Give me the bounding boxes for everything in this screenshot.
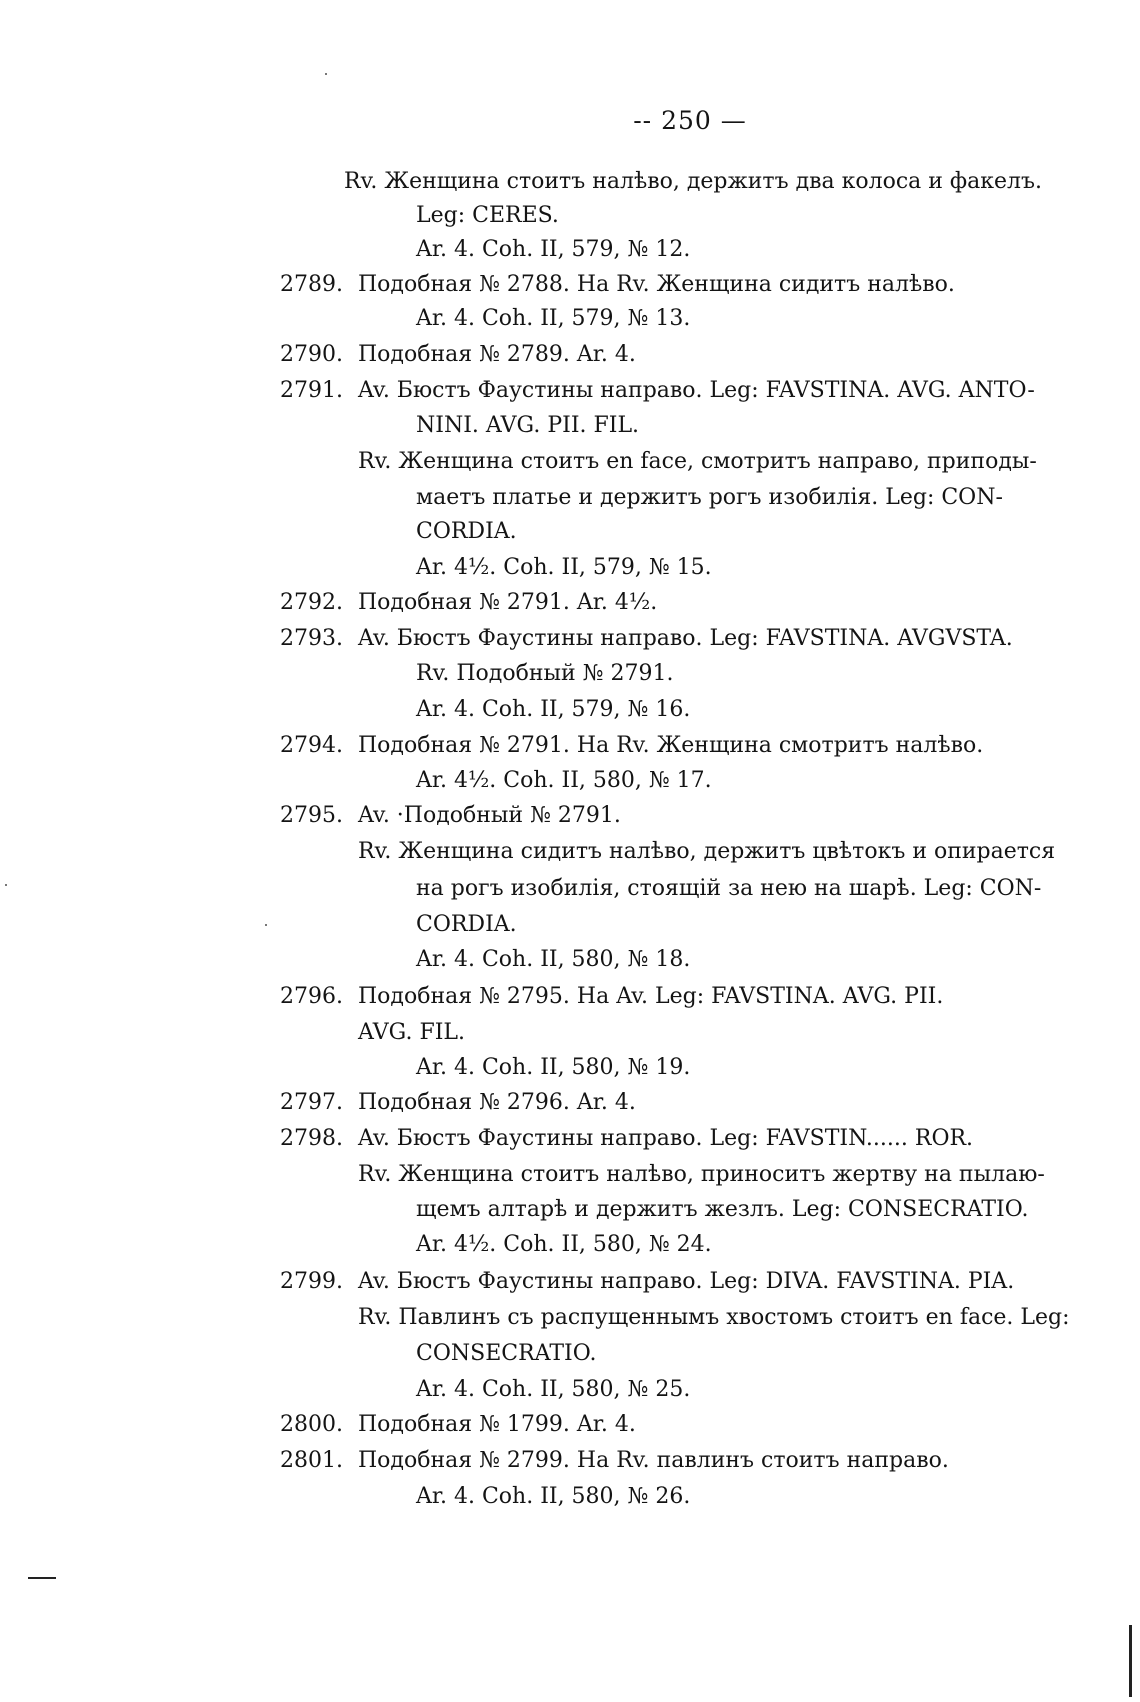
text-line: маетъ платье и держитъ рогъ изобилія. Leg: CON-	[416, 485, 1003, 510]
text-line: Ar. 4½. Coh. II, 579, № 15.	[416, 555, 712, 580]
text-line: CORDIA.	[416, 912, 517, 937]
text-line: Ar. 4. Coh. II, 579, № 13.	[416, 306, 691, 331]
text-line: Rv. Подобный № 2791.	[416, 661, 674, 686]
edge-mark	[1129, 1625, 1132, 1697]
text-line: Подобная № 2795. На Av. Leg: FAVSTINA. AVG. PII.	[358, 984, 944, 1009]
page-number: -- 250 —	[633, 106, 747, 135]
text-line: Leg: CERES.	[416, 203, 559, 228]
text-line: Av. Бюстъ Фаустины направо. Leg: DIVA. FAVSTINA. PIA.	[358, 1269, 1015, 1294]
text-line: Подобная № 1799. Ar. 4.	[358, 1412, 636, 1437]
text-line: Подобная № 2796. Ar. 4.	[358, 1090, 636, 1115]
text-line: Rv. Женщина стоитъ налѣво, держитъ два колоса и факелъ.	[344, 169, 1042, 194]
text-line: Ar. 4. Coh. II, 579, № 12.	[416, 237, 691, 262]
entry-number: 2790.	[280, 342, 343, 367]
text-line: Av. ·Подобный № 2791.	[358, 803, 621, 828]
speck	[265, 924, 267, 926]
text-line: на рогъ изобилія, стоящій за нею на шарѣ. Leg: CON-	[416, 876, 1042, 901]
text-line: Av. Бюстъ Фаустины направо. Leg: FAVSTINA. AVG. ANTO-	[358, 378, 1035, 403]
entry-number: 2793.	[280, 626, 343, 651]
text-line: Rv. Женщина стоитъ en face, смотритъ направо, приподы-	[358, 449, 1037, 474]
text-line: Ar. 4½. Coh. II, 580, № 17.	[416, 768, 712, 793]
entry-number: 2800.	[280, 1412, 343, 1437]
text-line: Подобная № 2791. На Rv. Женщина смотритъ налѣво.	[358, 733, 984, 758]
entry-number: 2792.	[280, 590, 343, 615]
text-line: AVG. FIL.	[358, 1020, 466, 1045]
entry-number: 2794.	[280, 733, 343, 758]
entry-number: 2801.	[280, 1448, 343, 1473]
text-line: Av. Бюстъ Фаустины направо. Leg: FAVSTINA. AVGVSTA.	[358, 626, 1013, 651]
text-line: Ar. 4. Coh. II, 580, № 26.	[416, 1484, 691, 1509]
speck	[325, 73, 327, 75]
text-line: Av. Бюстъ Фаустины направо. Leg: FAVSTIN...... ROR.	[358, 1126, 974, 1151]
text-line: Ar. 4. Coh. II, 580, № 25.	[416, 1377, 691, 1402]
text-line: щемъ алтарѣ и держитъ жезлъ. Leg: CONSECRATIO.	[416, 1197, 1029, 1222]
text-line: CORDIA.	[416, 519, 517, 544]
text-line: Rv. Женщина стоитъ налѣво, приноситъ жертву на пылаю-	[358, 1162, 1045, 1187]
entry-number: 2795.	[280, 803, 343, 828]
text-line: Подобная № 2791. Ar. 4½.	[358, 590, 658, 615]
text-line: NINI. AVG. PII. FIL.	[416, 413, 640, 438]
text-line: Подобная № 2799. На Rv. павлинъ стоитъ направо.	[358, 1448, 949, 1473]
entry-number: 2796.	[280, 984, 343, 1009]
text-line: Rv. Павлинъ съ распущеннымъ хвостомъ стоитъ en face. Leg:	[358, 1305, 1070, 1330]
speck	[5, 884, 7, 886]
text-line: CONSECRATIO.	[416, 1341, 597, 1366]
entry-number: 2789.	[280, 272, 343, 297]
entry-number: 2797.	[280, 1090, 343, 1115]
entry-number: 2799.	[280, 1269, 343, 1294]
text-line: Ar. 4. Coh. II, 580, № 18.	[416, 947, 691, 972]
text-line: Ar. 4. Coh. II, 580, № 19.	[416, 1055, 691, 1080]
text-line: Ar. 4½. Coh. II, 580, № 24.	[416, 1232, 712, 1257]
text-line: Подобная № 2788. На Rv. Женщина сидитъ налѣво.	[358, 272, 955, 297]
text-line: Ar. 4. Coh. II, 579, № 16.	[416, 697, 691, 722]
text-line: Rv. Женщина сидитъ налѣво, держитъ цвѣтокъ и опирается	[358, 839, 1056, 864]
margin-dash	[28, 1577, 56, 1579]
entry-number: 2798.	[280, 1126, 343, 1151]
entry-number: 2791.	[280, 378, 343, 403]
text-line: Подобная № 2789. Ar. 4.	[358, 342, 636, 367]
